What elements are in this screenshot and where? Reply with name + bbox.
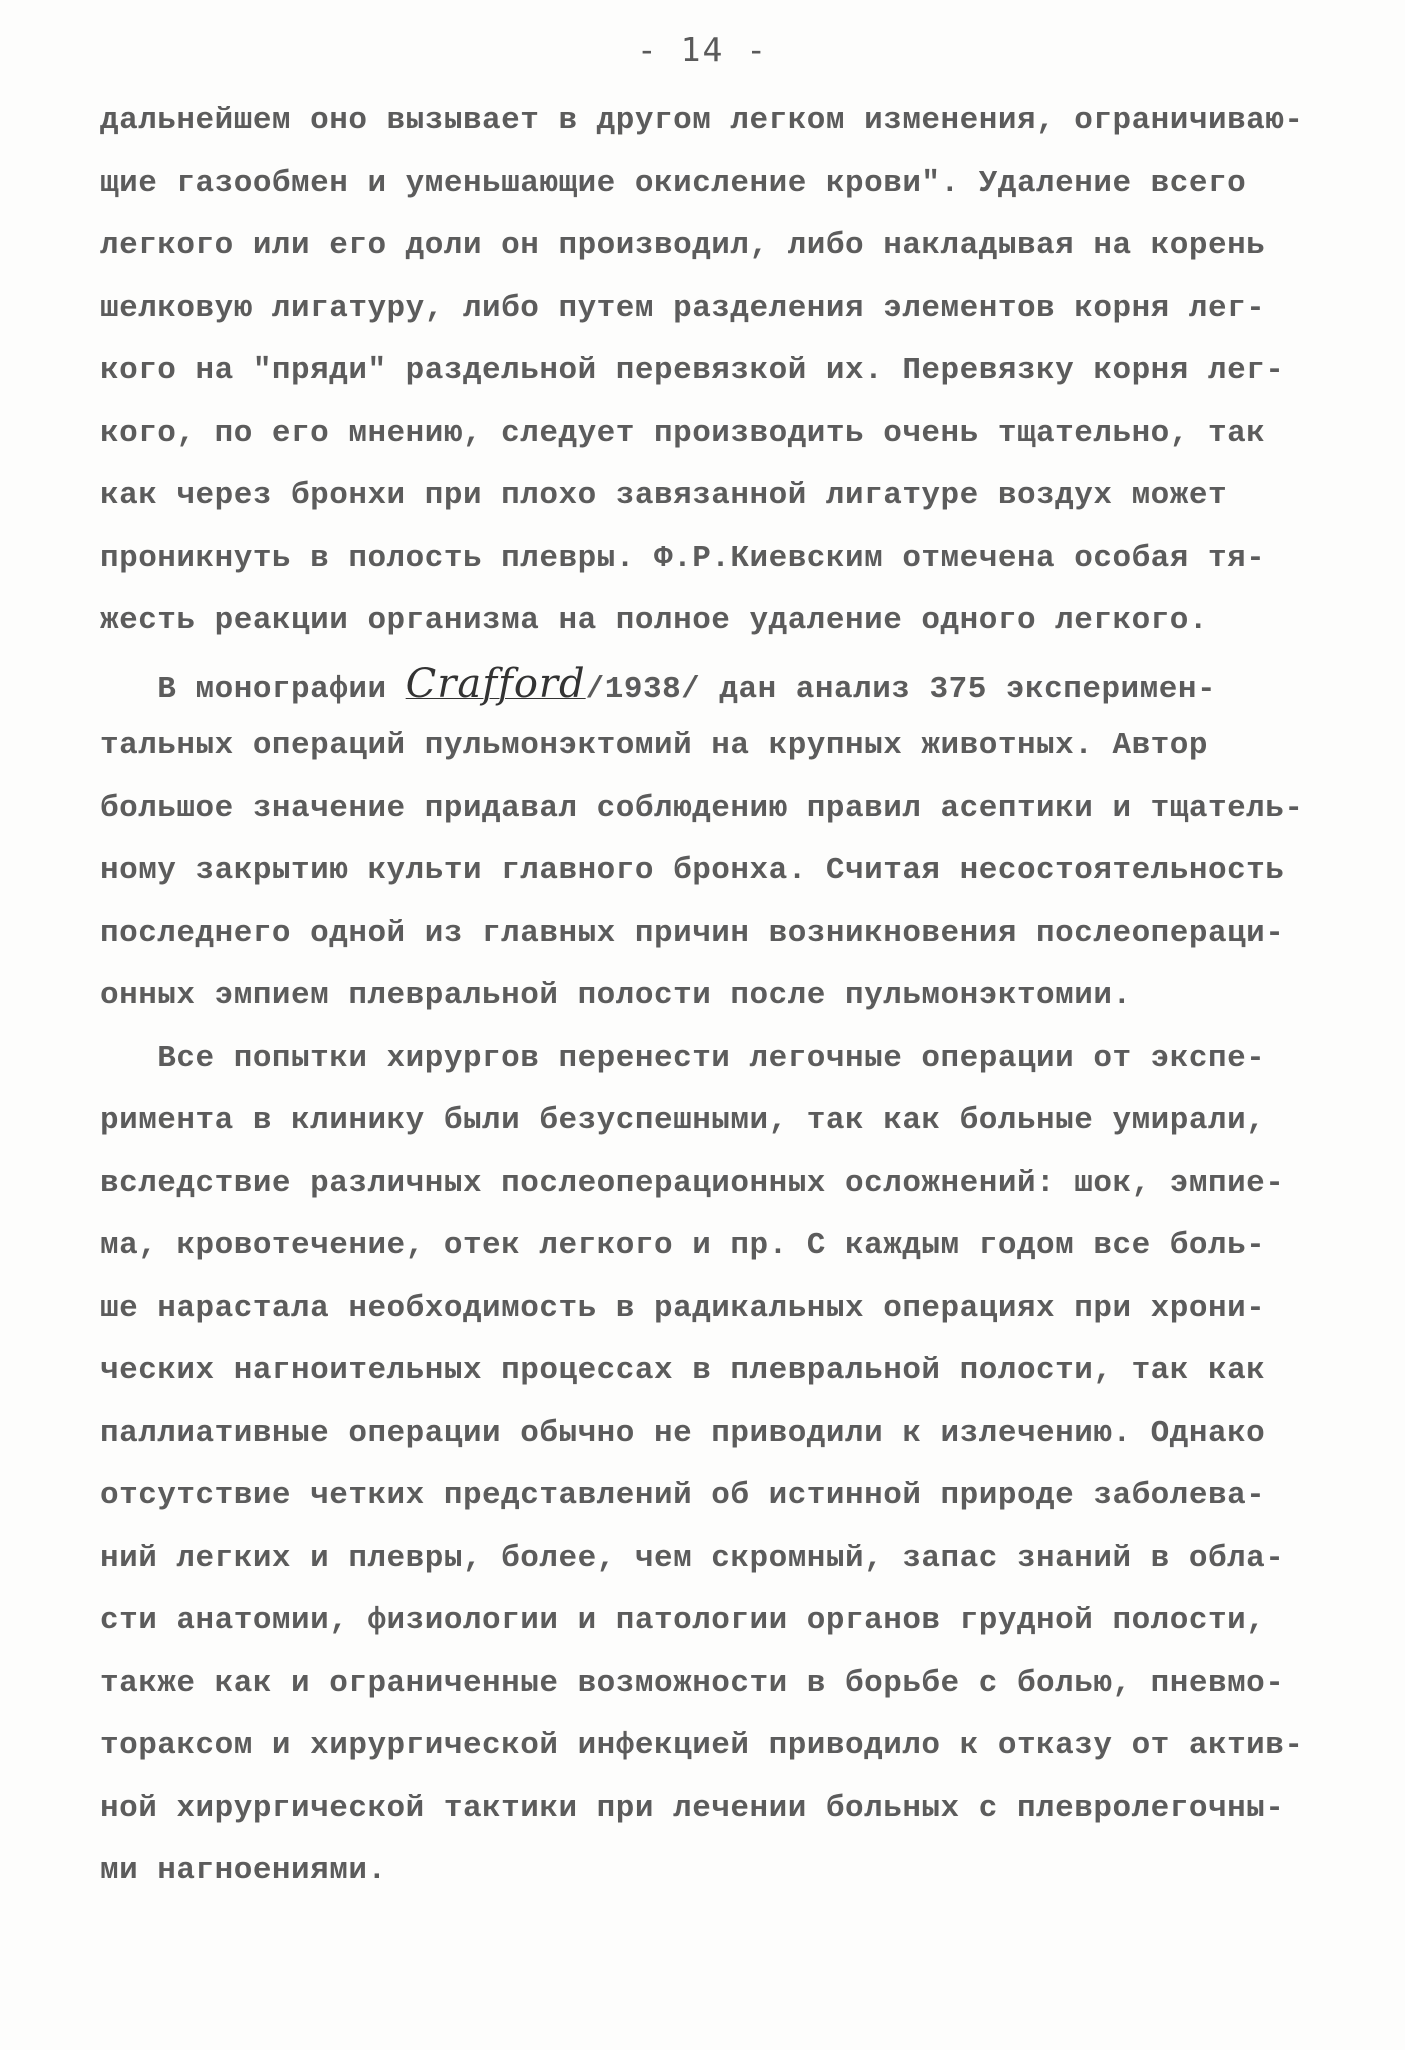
text-line: ний легких и плевры, более, чем скромный, запас знаний в обла-	[100, 1540, 1285, 1576]
text-line: легкого или его доли он производил, либо накладывая на корень	[100, 228, 1266, 263]
text-line: ческих нагноительных процессах в плевральной полости, так как	[100, 1353, 1266, 1388]
text-line: ми нагноениями.	[100, 1853, 387, 1888]
text-line: ному закрытию культи главного бронха. Считая несостоятельность	[100, 853, 1285, 888]
text-line: вследствие различных послеоперационных осложнений: шок, эмпие-	[100, 1165, 1285, 1201]
text-line: отсутствие четких представлений об истинной природе заболева-	[100, 1478, 1266, 1513]
text-line	[100, 653, 1325, 716]
text-line: тораксом и хирургической инфекцией приводило к отказу от актив-	[100, 1728, 1304, 1763]
text-line: сти анатомии, физиологии и патологии органов грудной полости,	[100, 1603, 1266, 1638]
text-line: также как и ограниченные возможности в борьбе с болью, пневмо-	[100, 1665, 1285, 1701]
text-line: ной хирургической тактики при лечении больных с плевролегочны-	[100, 1790, 1285, 1826]
text-line: дальнейшем оно вызывает в другом легком изменения, ограничиваю-	[100, 103, 1304, 138]
handwritten-name: Crafford	[405, 660, 586, 707]
text-line: проникнуть в полость плевры. Ф.Р.Киевским отмечена особая тя-	[100, 540, 1266, 576]
text-fragment: /1938/ дан анализ 375 эксперимен-	[585, 671, 1217, 707]
text-fragment: В монографии	[100, 671, 406, 707]
text-line: шелковую лигатуру, либо путем разделения элементов корня лег-	[100, 290, 1266, 326]
text-line: тальных операций пульмонэктомий на крупных животных. Автор	[100, 728, 1208, 763]
text-line: кого, по его мнению, следует производить очень тщательно, так	[100, 415, 1266, 451]
text-line: кого на "пряди" раздельной перевязкой их. Перевязку корня лег-	[100, 353, 1285, 388]
text-line: как через бронхи при плохо завязанной лигатуре воздух может	[100, 478, 1228, 513]
body-text	[100, 90, 1325, 1903]
text-line: ма, кровотечение, отек легкого и пр. С каждым годом все боль-	[100, 1228, 1266, 1263]
text-line: жесть реакции организма на полное удаление одного легкого.	[100, 603, 1208, 638]
text-line: последнего одной из главных причин возникновения послеопераци-	[100, 915, 1285, 951]
text-line: онных эмпием плевральной полости после пульмонэктомии.	[100, 978, 1132, 1013]
text-line: Все попытки хирургов перенести легочные операции от экспе-	[100, 1040, 1266, 1076]
text-line: ше нарастала необходимость в радикальных операциях при хрони-	[100, 1290, 1266, 1326]
page-number: - 14 -	[636, 30, 769, 69]
text-line: паллиативные операции обычно не приводили к излечению. Однако	[100, 1415, 1266, 1451]
text-line: щие газообмен и уменьшающие окисление крови". Удаление всего	[100, 165, 1247, 201]
text-line: большое значение придавал соблюдению правил асептики и тщатель-	[100, 790, 1304, 826]
text-line: римента в клинику были безуспешными, так как больные умирали,	[100, 1103, 1266, 1138]
